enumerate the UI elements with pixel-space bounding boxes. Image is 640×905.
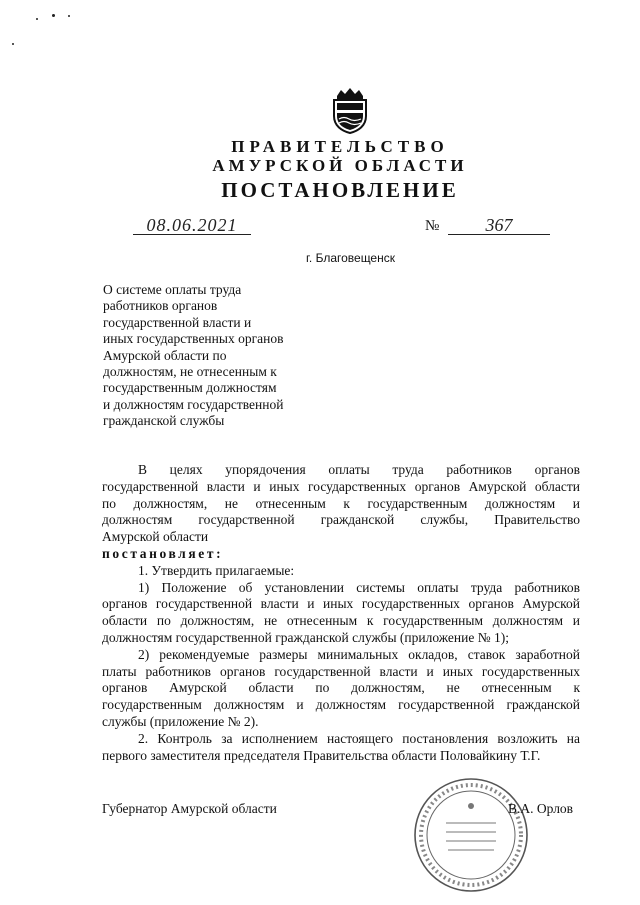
preamble-line: по должностям, не отнесенным к государственным должностям и xyxy=(102,495,580,511)
subject-line: О системе оплаты труда xyxy=(103,282,242,297)
decree-date: 08.06.2021 xyxy=(133,216,251,235)
item-2-line: 2. Контроль за исполнением настоящего постановления возложить на xyxy=(138,730,580,746)
decree-subject xyxy=(103,282,313,430)
government-name-line2: АМУРСКОЙ ОБЛАСТИ xyxy=(212,156,468,175)
scan-speck xyxy=(12,43,14,45)
subject-line: работников органов xyxy=(103,298,218,314)
signer-position: Губернатор Амурской области xyxy=(102,801,277,816)
decree-body xyxy=(102,462,580,764)
city-name: г. Благовещенск xyxy=(306,251,395,265)
item-1-2-line: государственным должностям и должностям государственной гражданской xyxy=(102,697,580,713)
item-1-2-line: службы (приложение № 2). xyxy=(102,713,259,729)
subject-line: и должностям государственной xyxy=(103,396,284,412)
item-2-line: первого заместителя председателя Правительства области Половайкину Т.Г. xyxy=(102,747,541,763)
official-seal-stamp xyxy=(412,776,530,894)
item-1-2-line: платы работников органов государственной власти и иных государственных xyxy=(102,663,580,679)
scan-speck xyxy=(68,15,70,17)
item-1-2-line: 2) рекомендуемые размеры минимальных окладов, ставок заработной xyxy=(138,646,580,662)
decree-number: 367 xyxy=(448,216,550,235)
item-1-1-line: должностям государственной гражданской службы (приложение № 1); xyxy=(102,629,509,645)
resolves-word: постановляет: xyxy=(102,545,224,561)
number-sign: № xyxy=(425,218,440,234)
preamble-line: В целях упорядочения оплаты труда работников органов xyxy=(138,462,580,477)
preamble-line: государственной власти и иных государственных органов Амурской области xyxy=(102,478,580,494)
signer-name: В.А. Орлов xyxy=(508,801,574,816)
government-name-line1: ПРАВИТЕЛЬСТВО xyxy=(231,137,449,156)
preamble-line: Амурской области xyxy=(102,529,209,545)
subject-line: государственной власти и xyxy=(103,314,252,330)
decree-title: ПОСТАНОВЛЕНИЕ xyxy=(221,178,459,202)
item-1-title: 1. Утвердить прилагаемые: xyxy=(138,562,295,578)
item-1-2-line: органов Амурской области по должностям, не отнесенным к xyxy=(102,680,580,696)
subject-line: иных государственных органов xyxy=(103,331,284,347)
item-1-1-line: органов государственной власти и иных государственных органов Амурской xyxy=(102,596,580,612)
coat-of-arms-emblem xyxy=(329,86,371,134)
subject-line: государственным должностям xyxy=(103,380,277,396)
subject-line: гражданской службы xyxy=(103,413,225,429)
subject-line: должностям, не отнесенным к xyxy=(103,364,277,380)
item-1-1-line: области по должностям, не отнесенным к государственным должностям и xyxy=(102,613,580,629)
subject-line: Амурской области по xyxy=(103,347,227,363)
scan-speck xyxy=(52,14,55,17)
item-1-1-line: 1) Положение об установлении системы оплаты труда работников xyxy=(138,579,580,595)
preamble-line: должностям государственной гражданской службы, Правительство xyxy=(102,512,580,528)
scan-speck xyxy=(36,18,38,20)
